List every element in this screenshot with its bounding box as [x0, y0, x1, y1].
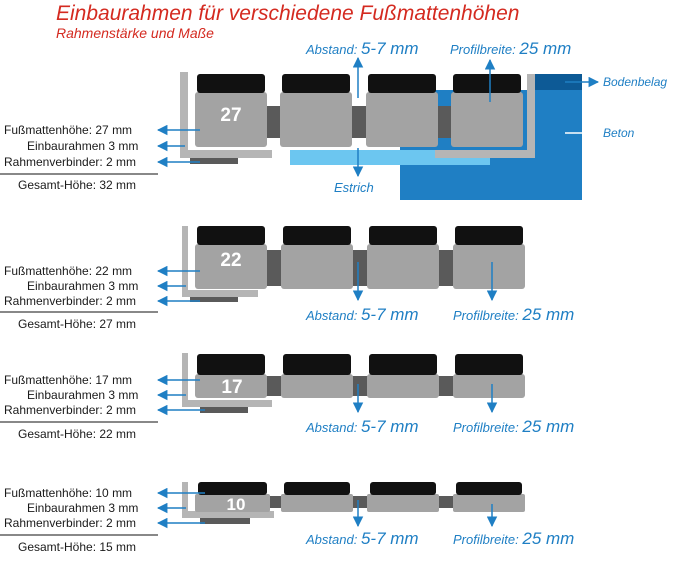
mat-connector — [351, 106, 367, 138]
label-mat-height: Fußmattenhöhe: 27 mm — [4, 123, 133, 137]
frame-connector — [190, 158, 238, 164]
label-abstand: Abstand: 5-7 mm — [306, 305, 419, 324]
frame-connector — [200, 407, 248, 413]
mat-insert — [284, 482, 350, 495]
label-profilbreite: Profilbreite: 25 mm — [453, 305, 575, 324]
section-27 — [0, 39, 667, 200]
label-profilbreite: Profilbreite: 25 mm — [450, 39, 572, 58]
mat-height-number: 22 — [220, 250, 242, 271]
mat-profile — [451, 92, 523, 147]
mat-insert — [198, 482, 267, 495]
label-profilbreite: Profilbreite: 25 mm — [453, 529, 575, 548]
label-frame: Einbaurahmen 3 mm — [27, 139, 139, 153]
mat-insert — [455, 354, 523, 375]
label-total-height: Gesamt-Höhe: 27 mm — [18, 317, 137, 331]
label-mat-height: Fußmattenhöhe: 17 mm — [4, 373, 133, 387]
frame-left — [182, 482, 188, 516]
frame-left — [182, 226, 188, 294]
frame-bottom — [182, 400, 272, 407]
mat-connector — [352, 496, 368, 508]
mat-profile — [453, 244, 525, 289]
mat-insert — [370, 482, 436, 495]
mat-profile — [453, 494, 525, 512]
label-connector: Rahmenverbinder: 2 mm — [4, 155, 137, 169]
mat-insert — [455, 226, 523, 245]
mat-height-number: 27 — [220, 105, 242, 126]
mat-insert — [197, 74, 265, 93]
label-profilbreite: Profilbreite: 25 mm — [453, 417, 575, 436]
mat-connector — [352, 250, 368, 286]
frame-left — [180, 72, 188, 156]
mat-height-number: 10 — [226, 495, 246, 514]
mat-insert — [283, 226, 351, 245]
section-17 — [0, 353, 574, 441]
mat-insert — [369, 354, 437, 375]
label-beton: Beton — [603, 126, 635, 140]
mat-profile — [281, 494, 353, 512]
mat-profile — [367, 374, 439, 398]
mat-height-number: 17 — [221, 377, 243, 398]
mat-profile — [281, 244, 353, 289]
label-mat-height: Fußmattenhöhe: 22 mm — [4, 264, 133, 278]
frame-connector — [200, 518, 250, 524]
mat-insert — [282, 74, 350, 93]
label-connector: Rahmenverbinder: 2 mm — [4, 294, 137, 308]
label-connector: Rahmenverbinder: 2 mm — [4, 403, 137, 417]
label-mat-height: Fußmattenhöhe: 10 mm — [4, 486, 133, 500]
mat-insert — [197, 354, 265, 375]
diagram-title: Einbaurahmen für verschiedene Fußmattenhöhen — [56, 2, 520, 25]
mat-insert — [368, 74, 436, 93]
label-abstand: Abstand: 5-7 mm — [306, 39, 419, 58]
mat-profile — [280, 92, 352, 147]
label-frame: Einbaurahmen 3 mm — [27, 279, 139, 293]
mat-profile — [366, 92, 438, 147]
label-abstand: Abstand: 5-7 mm — [306, 529, 419, 548]
frame-right-bottom — [435, 150, 535, 158]
mat-connector — [352, 376, 368, 396]
mat-profile — [453, 374, 525, 398]
label-bodenbelag: Bodenbelag — [603, 75, 668, 89]
mat-connector — [438, 376, 454, 396]
section-10 — [0, 482, 574, 554]
mat-connector — [265, 250, 281, 286]
diagram-subtitle: Rahmenstärke und Maße — [56, 25, 214, 41]
frame-left — [182, 353, 188, 405]
label-total-height: Gesamt-Höhe: 22 mm — [18, 427, 137, 441]
mat-connector — [436, 106, 452, 138]
mat-connector — [265, 376, 281, 396]
section-22 — [0, 226, 574, 331]
mat-insert — [453, 74, 521, 93]
mat-profile — [367, 244, 439, 289]
frame-right — [527, 74, 535, 158]
mat-insert — [369, 226, 437, 245]
mat-profile — [367, 494, 439, 512]
mat-connector — [265, 106, 281, 138]
label-estrich: Estrich — [334, 180, 374, 195]
mat-insert — [197, 226, 265, 245]
frame-bottom — [182, 290, 258, 297]
label-total-height: Gesamt-Höhe: 32 mm — [18, 178, 137, 192]
mat-connector — [438, 250, 454, 286]
frame-bottom — [180, 150, 272, 158]
mat-profile — [281, 374, 353, 398]
label-abstand: Abstand: 5-7 mm — [306, 417, 419, 436]
mat-connector — [438, 496, 454, 508]
mat-insert — [283, 354, 351, 375]
label-frame: Einbaurahmen 3 mm — [27, 501, 139, 515]
mat-insert — [456, 482, 522, 495]
label-frame: Einbaurahmen 3 mm — [27, 388, 139, 402]
label-total-height: Gesamt-Höhe: 15 mm — [18, 540, 137, 554]
label-connector: Rahmenverbinder: 2 mm — [4, 516, 137, 530]
